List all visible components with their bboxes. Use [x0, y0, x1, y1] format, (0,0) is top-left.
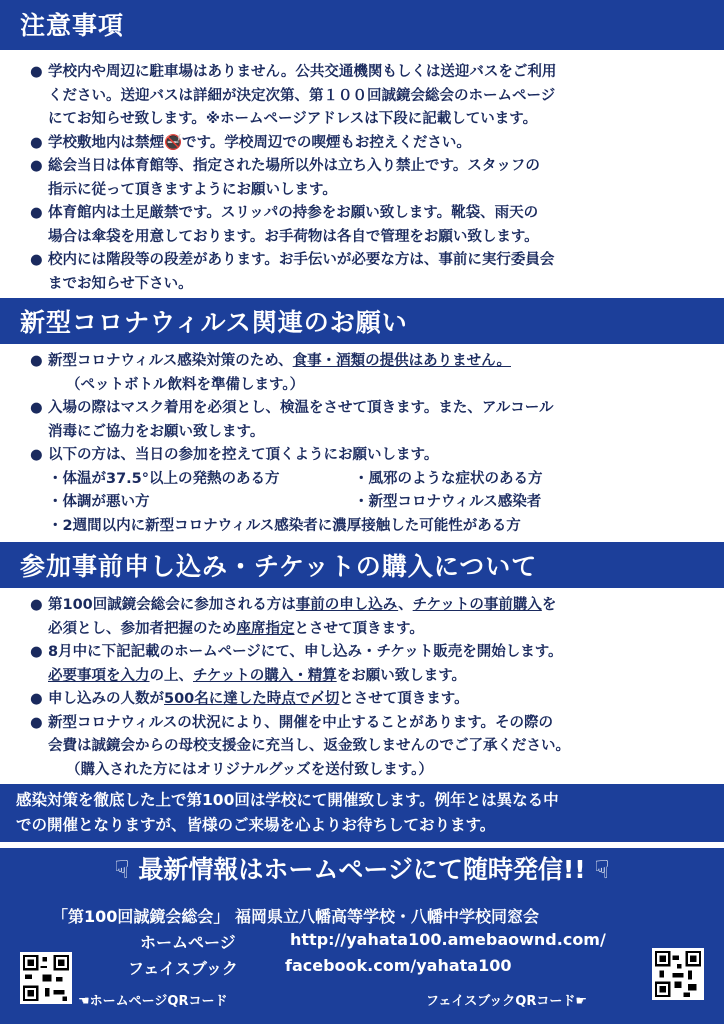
- bullet-icon: ●: [30, 597, 43, 613]
- homepage-label: ホームページ: [140, 933, 236, 952]
- hand-pointer-icon: ☟: [114, 855, 130, 884]
- bullet-icon: ●: [30, 691, 43, 707]
- list-item: ● 8月中に下記記載のホームページにて、申し込み・チケット販売を開始します。 必要事項を入力の上、チケットの購入・精算をお願い致します。: [30, 641, 700, 688]
- homepage-url[interactable]: http://yahata100.amebaownd.com/: [290, 930, 606, 949]
- section-header-covid: [0, 298, 724, 344]
- list-item: ● 申し込みの人数が500名に達した時点で〆切とさせて頂きます。: [30, 688, 700, 712]
- facebook-label: フェイスブック: [128, 959, 238, 978]
- bullet-icon: ●: [30, 64, 43, 80]
- section-header-notes: [0, 0, 724, 50]
- bullet-icon: ●: [30, 644, 43, 660]
- bullet-icon: ●: [30, 400, 43, 416]
- list-item: ● 新型コロナウィルスの状況により、開催を中止することがあります。その際の 会費は誠鏡会からの母校支援金に充当し、返金致しませんのでご了承ください。 （購入された方にはオリジナルグッズを送付致します。）: [30, 712, 700, 783]
- section-title: 注意事項: [20, 11, 125, 40]
- bullet-icon: ●: [30, 134, 43, 151]
- list-item: ● 校内には階段等の段差があります。お手伝いが必要な方は、事前に実行委員会 までお知らせ下さい。: [30, 249, 700, 296]
- list-item: ● 第100回誠鏡会総会に参加される方は事前の申し込み、チケットの事前購入を 必須とし、参加者把握のため座席指定とさせて頂きます。: [30, 594, 700, 641]
- bullet-icon: ●: [30, 205, 43, 221]
- list-item: ● 学校内や周辺に駐車場はありません。公共交通機関もしくは送迎バスをご利用 ください。送迎バスは詳細が決定次第、第１００回誠鏡会総会のホームページ にてお知らせ致します。※ホームページアドレスは下段に記載しています。: [30, 61, 700, 132]
- condition-row: ・体調が悪い方 ・新型コロナウィルス感染者: [48, 494, 542, 510]
- section-title: 参加事前申し込み・チケットの購入について: [20, 552, 538, 581]
- list-item: ● 体育館内は土足厳禁です。スリッパの持参をお願い致します。靴袋、雨天の 場合は傘袋を用意しております。お手荷物は各自で管理をお願い致します。: [30, 202, 700, 249]
- condition-row: ・体温が37.5°以上の発熱のある方 ・風邪のような症状のある方: [48, 470, 543, 487]
- bullet-icon: ●: [30, 353, 43, 369]
- homepage-qr-label: ☚ホームページQRコード: [78, 994, 228, 1009]
- hand-pointer-icon: ☛: [575, 994, 588, 1009]
- bullet-icon: ●: [30, 447, 43, 463]
- condition-row: ・2週間以内に新型コロナウィルス感染者に濃厚接触した可能性がある方: [48, 517, 521, 534]
- facebook-qr-label: フェイスブックQRコード☛: [426, 994, 588, 1009]
- org-line: 「第100回誠鏡会総会」 福岡県立八幡高等学校・八幡中学校同窓会: [52, 907, 539, 926]
- hand-pointer-icon: ☟: [594, 855, 610, 884]
- qr-icon: [655, 951, 701, 997]
- section-header-tickets: [0, 542, 724, 588]
- footer-banner: ☟ 最新情報はホームページにて随時発信!! ☟: [114, 855, 610, 884]
- bullet-icon: ●: [30, 252, 43, 268]
- covid-list: [30, 350, 700, 538]
- list-item: ● 学校敷地内は禁煙🚭です。学校周辺での喫煙もお控えください。: [30, 132, 700, 156]
- qr-icon: [23, 955, 69, 1001]
- facebook-qr-code[interactable]: [652, 948, 704, 1000]
- homepage-qr-code[interactable]: [20, 952, 72, 1004]
- tickets-list: [30, 594, 700, 782]
- list-item: ● 以下の方は、当日の参加を控えて頂くようにお願いします。 ・体温が37.5°以上の発熱のある方 ・風邪のような症状のある方 ・体調が悪い方 ・新型コロナウィルス感染者 ・2週間以内に新型コロナウィルス感染者に濃厚接触した可能性がある方: [30, 444, 700, 538]
- list-item: ● 総会当日は体育館等、指定された場所以外は立ち入り禁止です。スタッフの 指示に従って頂きますようにお願いします。: [30, 155, 700, 202]
- bullet-icon: ●: [30, 158, 43, 174]
- list-item: ● 入場の際はマスク着用を必須とし、検温をさせて頂きます。また、アルコール 消毒にご協力をお願い致します。: [30, 397, 700, 444]
- notice-text: 感染対策を徹底した上で第100回は学校にて開催致します。例年とは異なる中 での開催となりますが、皆様のご来場を心よりお待ちしております。: [16, 791, 559, 834]
- facebook-url[interactable]: facebook.com/yahata100: [285, 956, 512, 975]
- bullet-icon: ●: [30, 714, 43, 731]
- hand-pointer-icon: ☚: [78, 994, 90, 1009]
- notes-list: [30, 61, 700, 296]
- list-item: ● 新型コロナウィルス感染対策のため、食事・酒類の提供はありません。 （ペットボトル飲料を準備します。）: [30, 350, 700, 397]
- section-title: 新型コロナウィルス関連のお願い: [20, 308, 408, 337]
